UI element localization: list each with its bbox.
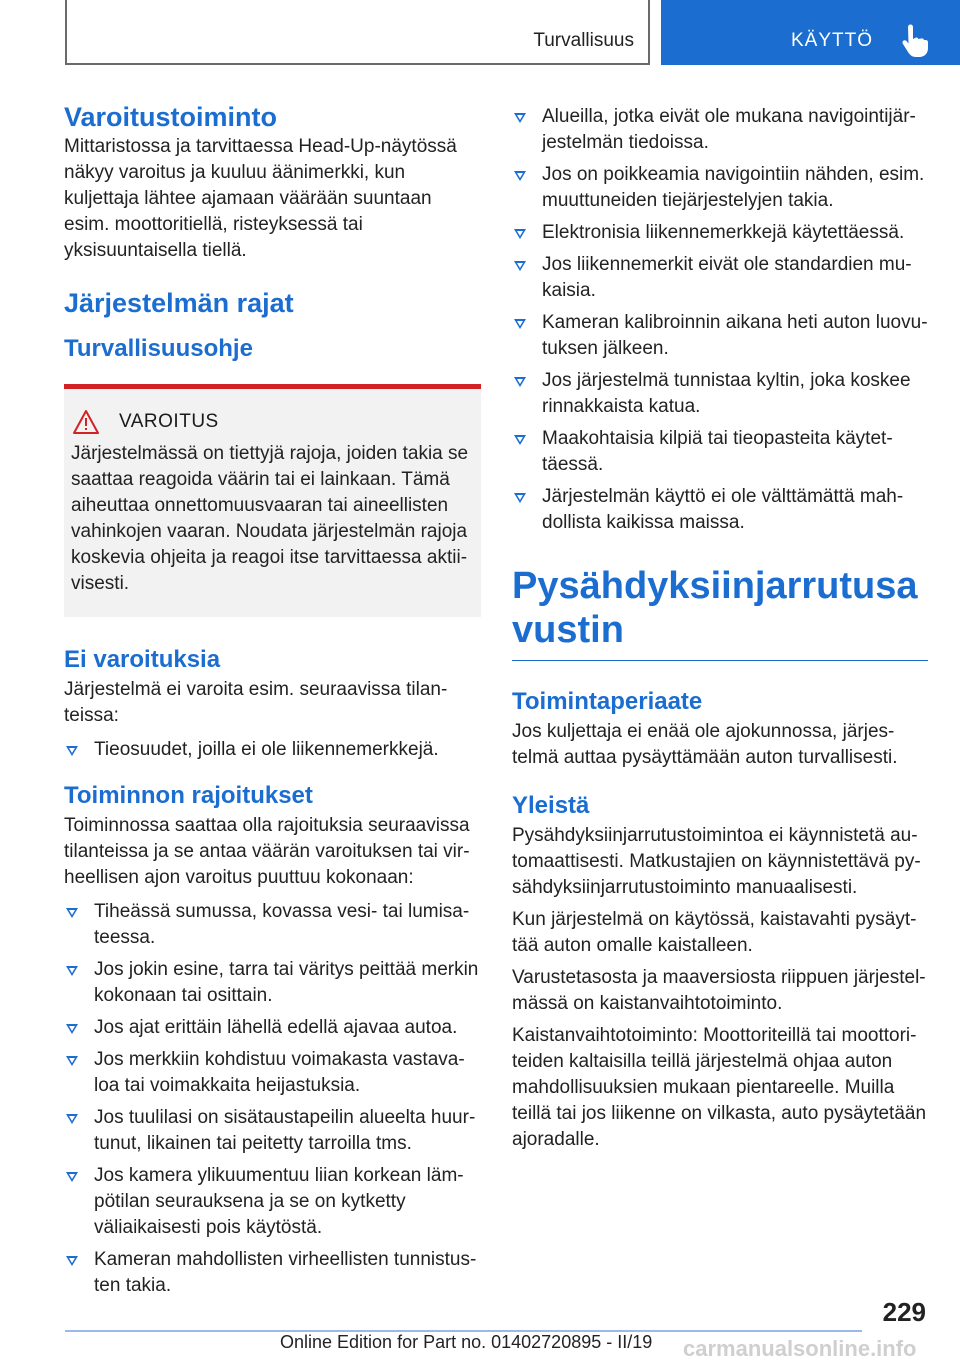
- right-column: [512, 104, 928, 1153]
- triangle-bullet-icon: [514, 435, 526, 445]
- triangle-bullet-icon: [66, 1256, 78, 1266]
- warning-box: [64, 384, 481, 617]
- triangle-bullet-icon: [514, 229, 526, 239]
- list-item: Jos liikennemerkit eivät ole standardien mukaisia.: [512, 252, 928, 304]
- ei-varoituksia-heading: Ei varoituksia: [64, 646, 221, 673]
- list-item: Tieosuudet, joilla ei ole liikennemerkkejä.: [64, 737, 481, 763]
- header-section-title: Turvallisuus: [533, 30, 634, 51]
- turvallisuusohje-heading: Turvallisuusohje: [64, 335, 253, 362]
- warning-triangle-icon: [73, 409, 99, 435]
- toiminnon-rajoitukset-heading: Toiminnon rajoitukset: [64, 782, 313, 809]
- triangle-bullet-icon: [514, 171, 526, 181]
- list-item: Kameran mahdollisten virheellisten tunnistusten takia.: [64, 1247, 481, 1299]
- list-item: Kameran kalibroinnin aikana heti auton luovutuksen jälkeen.: [512, 310, 928, 362]
- list-item: Järjestelmän käyttö ei ole välttämättä mahdollista kaikissa maissa.: [512, 484, 928, 536]
- list-item: Jos kamera ylikuumentuu liian korkean lämpötilan seurauksena ja se on kytketty väliaikaisesti pois käytöstä.: [64, 1163, 481, 1241]
- list-item: Elektronisia liikennemerkkejä käytettäessä.: [512, 220, 928, 246]
- list-item: Jos merkkiin kohdistuu voimakasta vastavaloa tai voimakkaita heijastuksia.: [64, 1047, 481, 1099]
- triangle-bullet-icon: [66, 908, 78, 918]
- left-column: [64, 100, 481, 1305]
- yleista-heading: Yleistä: [512, 792, 590, 819]
- varoitustoiminto-text: Mittaristossa ja tarvittaessa Head-Up-näytössä näkyy varoitus ja kuuluu äänimerkki, kun kuljettaja lähtee ajamaan väärään suuntaan esim. moottoritiellä, risteyksessä tai yksisuuntaisella tiellä.: [64, 136, 457, 261]
- rajoitukset-list-continued: [512, 104, 928, 536]
- jarjestelman-rajat-heading: Järjestelmän rajat: [64, 288, 294, 318]
- warning-title: VAROITUS: [119, 411, 219, 432]
- yleista-paragraph: Varustetasosta ja maaversiosta riippuen järjestelmässä on kaistanvaihtotoiminto.: [512, 967, 926, 1014]
- header-section-box: [65, 0, 650, 65]
- warning-text: Järjestelmässä on tiettyjä rajoja, joiden takia se saattaa reagoida väärin tai ei lainkaan. Tämä aiheuttaa onnettomuusvaaran tai aineellisten vahinkojen vaaran. Noudata järjestelmän rajoja koskevia ohjeita ja reagoi itse tarvittaessa aktiivisesti.: [71, 443, 469, 594]
- yleista-paragraph: Pysähdyksiinjarrutustoimintoa ei käynnistetä automaattisesti. Matkustajien on käynnistettävä pysähdyksiinjarrutustoiminto manuaalisesti.: [512, 825, 921, 898]
- yleista-paragraph: Kaistanvaihtotoiminto: Moottoriteillä tai moottoriteiden kaltaisilla teillä järjestelmä ohjaa auton mahdollisuuksien mukaan pientareelle. Muilla teillä tai jos liikenne on vilkasta, auto pysäytetään ajoradalle.: [512, 1025, 927, 1150]
- triangle-bullet-icon: [514, 377, 526, 387]
- list-item: Jos jokin esine, tarra tai väritys peittää merkin kokonaan tai osittain.: [64, 957, 481, 1009]
- footer-edition-text: Online Edition for Part no. 01402720895 - II/19: [280, 1332, 653, 1352]
- triangle-bullet-icon: [66, 1024, 78, 1034]
- triangle-bullet-icon: [66, 1172, 78, 1182]
- toiminnon-rajoitukset-text: Toiminnossa saattaa olla rajoituksia seuraavissa tilanteissa ja se antaa väärän varoituksen tai virheellisen ajon varoitus puuttuu kokonaan:: [64, 815, 470, 888]
- triangle-bullet-icon: [66, 1114, 78, 1124]
- list-item: Maakohtaisia kilpiä tai tieopasteita käytettäessä.: [512, 426, 928, 478]
- list-item: Jos tuulilasi on sisätaustapeilin alueelta huurtunut, likainen tai peitetty tarroilla tms.: [64, 1105, 481, 1157]
- list-item: Jos järjestelmä tunnistaa kyltin, joka koskee rinnakkaista katua.: [512, 368, 928, 420]
- header-chapter-label: KÄYTTÖ: [791, 30, 874, 51]
- rajoitukset-list: [64, 899, 481, 1299]
- list-item: Jos ajat erittäin lähellä edellä ajavaa autoa.: [64, 1015, 481, 1041]
- pysahdyksiinjarrutusavustin-title: Pysähdyksiinjarrutusavustin: [512, 564, 928, 661]
- list-item: Tiheässä sumussa, kovassa vesi- tai lumisateessa.: [64, 899, 481, 951]
- toimintaperiaate-text: Jos kuljettaja ei enää ole ajokunnossa, järjestelmä auttaa pysäyttämään auton turvallisesti.: [512, 721, 898, 768]
- list-item: Jos on poikkeamia navigointiin nähden, esim. muuttuneiden tiejärjestelyjen takia.: [512, 162, 928, 214]
- toimintaperiaate-heading: Toimintaperiaate: [512, 688, 703, 715]
- ei-varoituksia-list: [64, 737, 481, 763]
- triangle-bullet-icon: [66, 1056, 78, 1066]
- footer-watermark: carmanualsonline.info: [683, 1336, 917, 1361]
- triangle-bullet-icon: [66, 746, 78, 756]
- page-number: 229: [882, 1297, 926, 1327]
- ei-varoituksia-text: Järjestelmä ei varoita esim. seuraavissa tilanteissa:: [64, 679, 448, 726]
- triangle-bullet-icon: [514, 319, 526, 329]
- triangle-bullet-icon: [514, 113, 526, 123]
- triangle-bullet-icon: [514, 493, 526, 503]
- triangle-bullet-icon: [514, 261, 526, 271]
- triangle-bullet-icon: [66, 966, 78, 976]
- list-item: Alueilla, jotka eivät ole mukana navigointijärjestelmän tiedoissa.: [512, 104, 928, 156]
- pointing-hand-icon: [896, 23, 932, 59]
- varoitustoiminto-heading: Varoitustoiminto: [64, 102, 278, 132]
- header-chapter-tab[interactable]: [661, 0, 960, 65]
- yleista-paragraph: Kun järjestelmä on käytössä, kaistavahti pysäyttää auton omalle kaistalleen.: [512, 909, 917, 956]
